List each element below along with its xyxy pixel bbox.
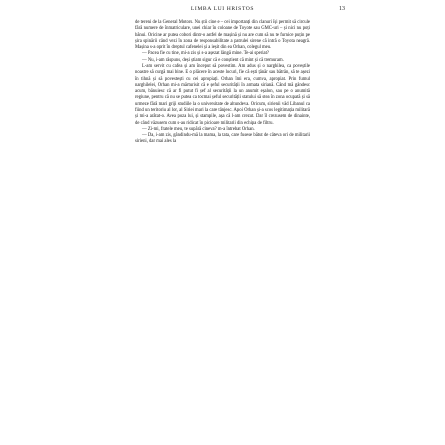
body-text — [135, 20, 310, 146]
paragraph: — Da, i-am zis, gândindu-mă la mama, la tata, care fusese bătut de câteva ori de militarii sirieni, dar mai ales la — [135, 133, 310, 145]
paragraph: de tereni de la General Motors. Nu știi cine e – cei importanți din clanuri își permit să circule fără numere de înmatriculare, unei chiar în coloane de Toyote sau GMC-uri – și nici nu poți bănui. Oricine ar putea cobori dintr-o astfel de mașină și nu are cum să nu te furnice puțin pe șira spinării când vezi în zona de responsabilitate a patrulei sirene că intră o Toyota neagră. Mașina s-a oprit în dreptul cafenelei și a ieșit din ea Orhan, colegul meu. — [135, 20, 310, 51]
paragraph: — Zi-mi, fratele meu, te supără cineva? m-a întrebat Orhan. — [142, 126, 255, 132]
paragraph: — Pacea fie cu tine, mi-a zis și s-a așezat lângă mine. Te-ai speriat? — [142, 51, 270, 57]
paragraph: L-am servit cu cafea și am început să povestim. Am adus și o narghilea, ca poveștile noastre să curgă mai bine. E o plăcere în aceste locuri, fie că ești țânăr sau bătrân, să te așezi în tihnă și să povestești cu cei apropiați. Orhan îmi era, cumva, apropiat. Prin fumul narghilelei, Orhan mi-a mărturisit că e șeful securității în armata siriană. Când mă gândesc acum, bănuiesc că ar fi putut fi șef al securității la un anumit eșalon, sau pe o anumită regiune, pentru că nu se putea ca tocmai șeful securității statului să stea în zona ocupată și să urmeze fără mari griji studiile la o universitate de altundeva. Oricum, sirienii văd Libanul ca fiind un teritoriu al lor, al Siriei mari la care tânjesc. Apoi Orhan și-a scos legitimația militară și mi-a arătat-o. Avea poza lui, și stampile, așa că l-am crezut. Dar îl crezusem de dinainte, de când văzusem cum s-au ridicat în picioare militarii din echipa de filtru. — [135, 63, 310, 126]
page-number: 13 — [339, 6, 345, 12]
running-title: LIMBA LUI HRISTOS — [190, 6, 255, 12]
paragraph: — Nu, i-am răspuns, deși știam sigur că e conștient că mint și că tremuram. — [142, 57, 284, 63]
page-header — [0, 6, 445, 18]
